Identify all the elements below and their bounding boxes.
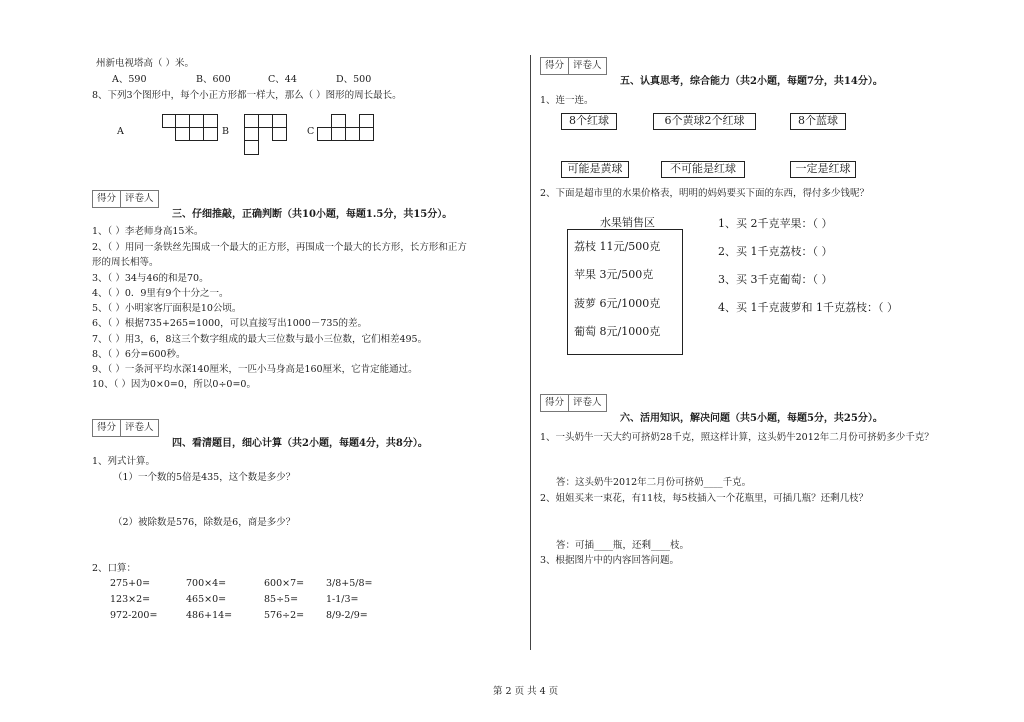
sec6-title: 六、活用知识，解决问题（共5小题，每题5分，共25分）。 (620, 413, 883, 424)
calc-cell: 576÷2= (264, 610, 305, 621)
score-label: 得分 (97, 193, 117, 204)
calc-cell: 3/8+5/8= (326, 578, 373, 589)
sec5-q1: 1、连一连。 (540, 95, 594, 106)
grader-label: 评卷人 (120, 191, 158, 207)
sec6-q3: 3、根据图片中的内容回答问题。 (540, 555, 680, 566)
score-box-sec5 (540, 57, 607, 75)
fruit-price-table (567, 229, 683, 355)
score-label: 得分 (545, 60, 565, 71)
q8-text: 8、下列3个图形中，每个小正方形都一样大，那么（ ）图形的周长最长。 (92, 90, 402, 101)
buy-item-4: 4、买 1千克菠萝和 1千克荔枝：（ ） (718, 301, 898, 314)
grader-label: 评卷人 (568, 395, 606, 411)
sec5-title: 五、认真思考，综合能力（共2小题，每题7分，共14分）。 (620, 76, 883, 87)
sec6-a1: 答：这头奶牛2012年二月份可挤奶____千克。 (556, 477, 752, 488)
sec3-title: 三、仔细推敲，正确判断（共10小题，每题1.5分，共15分）。 (172, 209, 453, 220)
buy-item-1: 1、买 2千克苹果：（ ） (718, 217, 833, 230)
score-label: 得分 (97, 422, 117, 433)
sec4-q2: 2、口算： (92, 563, 137, 574)
fruit-price-pineapple: 菠萝 6元/1000克 (574, 297, 661, 310)
match-top-box-1: 8个红球 (561, 113, 617, 130)
grader-label: 评卷人 (568, 58, 606, 74)
sec3-item-2: 2、（ ）用同一条铁丝先围成一个最大的正方形，再围成一个最大的长方形，长方形和正方 (92, 242, 467, 253)
score-box-sec3 (92, 190, 159, 208)
sec4-q1: 1、列式计算。 (92, 456, 156, 467)
sec3-item-2-cont: 形的周长相等。 (92, 257, 159, 268)
calc-cell: 85÷5= (264, 594, 299, 605)
match-bottom-box-1: 可能是黄球 (561, 161, 629, 178)
score-box-sec6 (540, 394, 607, 412)
sec5-q2: 2、下面是超市里的水果价格表，明明的妈妈要买下面的东西，得付多少钱呢？ (540, 188, 870, 199)
grader-label: 评卷人 (120, 420, 158, 436)
score-label: 得分 (545, 397, 565, 408)
sec6-q2: 2、姐姐买来一束花，有11枝，每5枝插入一个花瓶里，可插几瓶？还剩几枝？ (540, 493, 869, 504)
calc-cell: 486+14= (186, 610, 233, 621)
shape-label-b: B (222, 126, 229, 137)
sec3-item-8: 8、（ ）6分=600秒。 (92, 349, 186, 360)
sec3-item-5: 5、（ ）小明家客厅面积是10公顷。 (92, 303, 242, 314)
shape-label-a: A (117, 126, 124, 137)
q7-option-a: A、590 (112, 74, 147, 85)
sec4-q1a: （1）一个数的5倍是435，这个数是多少？ (113, 472, 296, 483)
q7-option-d: D、500 (336, 74, 372, 85)
column-divider (530, 55, 531, 650)
sec3-item-1: 1、（ ）李老师身高15米。 (92, 226, 204, 237)
calc-cell: 1-1/3= (326, 594, 359, 605)
q7-tail: 州新电视塔高（ ）米。 (96, 58, 195, 69)
sec3-item-4: 4、（ ）0．9里有9个十分之一。 (92, 288, 229, 299)
sec4-title: 四、看清题目，细心计算（共2小题，每题4分，共8分）。 (172, 438, 428, 449)
buy-item-2: 2、买 1千克荔枝：（ ） (718, 245, 833, 258)
q7-option-c: C、44 (268, 74, 297, 85)
match-top-box-3: 8个蓝球 (790, 113, 846, 130)
fruit-price-apple: 苹果 3元/500克 (574, 268, 654, 281)
calc-cell: 275+0= (110, 578, 151, 589)
sec3-item-3: 3、（ ）34与46的和是70。 (92, 273, 209, 284)
q7-option-b: B、600 (196, 74, 231, 85)
page-footer: 第 2 页 共 4 页 (493, 686, 559, 697)
sec6-q1: 1、一头奶牛一天大约可挤奶28千克，照这样计算，这头奶牛2012年二月份可挤奶多少千克？ (540, 432, 934, 443)
sec3-item-7: 7、（ ）用3，6，8这三个数字组成的最大三位数与最小三位数，它们相差495。 (92, 334, 428, 345)
sec4-q1b: （2）被除数是576，除数是6，商是多少？ (113, 517, 296, 528)
calc-cell: 8/9-2/9= (326, 610, 368, 621)
calc-cell: 972-200= (110, 610, 158, 621)
match-top-box-2: 6个黄球2个红球 (653, 113, 756, 130)
match-bottom-box-2: 不可能是红球 (661, 161, 745, 178)
sec3-item-10: 10、（ ）因为0×0=0，所以0÷0=0。 (92, 379, 256, 390)
fruit-table-title: 水果销售区 (600, 216, 655, 229)
calc-cell: 600×7= (264, 578, 305, 589)
fruit-price-lychee: 荔枝 11元/500克 (574, 240, 661, 253)
match-bottom-box-3: 一定是红球 (790, 161, 856, 178)
score-box-sec4 (92, 419, 159, 437)
shape-label-c: C (307, 126, 315, 137)
sec6-a2: 答：可插____瓶，还剩____枝。 (556, 540, 690, 551)
buy-item-3: 3、买 3千克葡萄：（ ） (718, 273, 833, 286)
calc-cell: 123×2= (110, 594, 151, 605)
fruit-price-grape: 葡萄 8元/1000克 (574, 325, 661, 338)
calc-cell: 465×0= (186, 594, 227, 605)
calc-cell: 700×4= (186, 578, 227, 589)
sec3-item-6: 6、（ ）根据735+265=1000，可以直接写出1000－735的差。 (92, 318, 367, 329)
sec3-item-9: 9、（ ）一条河平均水深140厘米，一匹小马身高是160厘米，它肯定能通过。 (92, 364, 418, 375)
